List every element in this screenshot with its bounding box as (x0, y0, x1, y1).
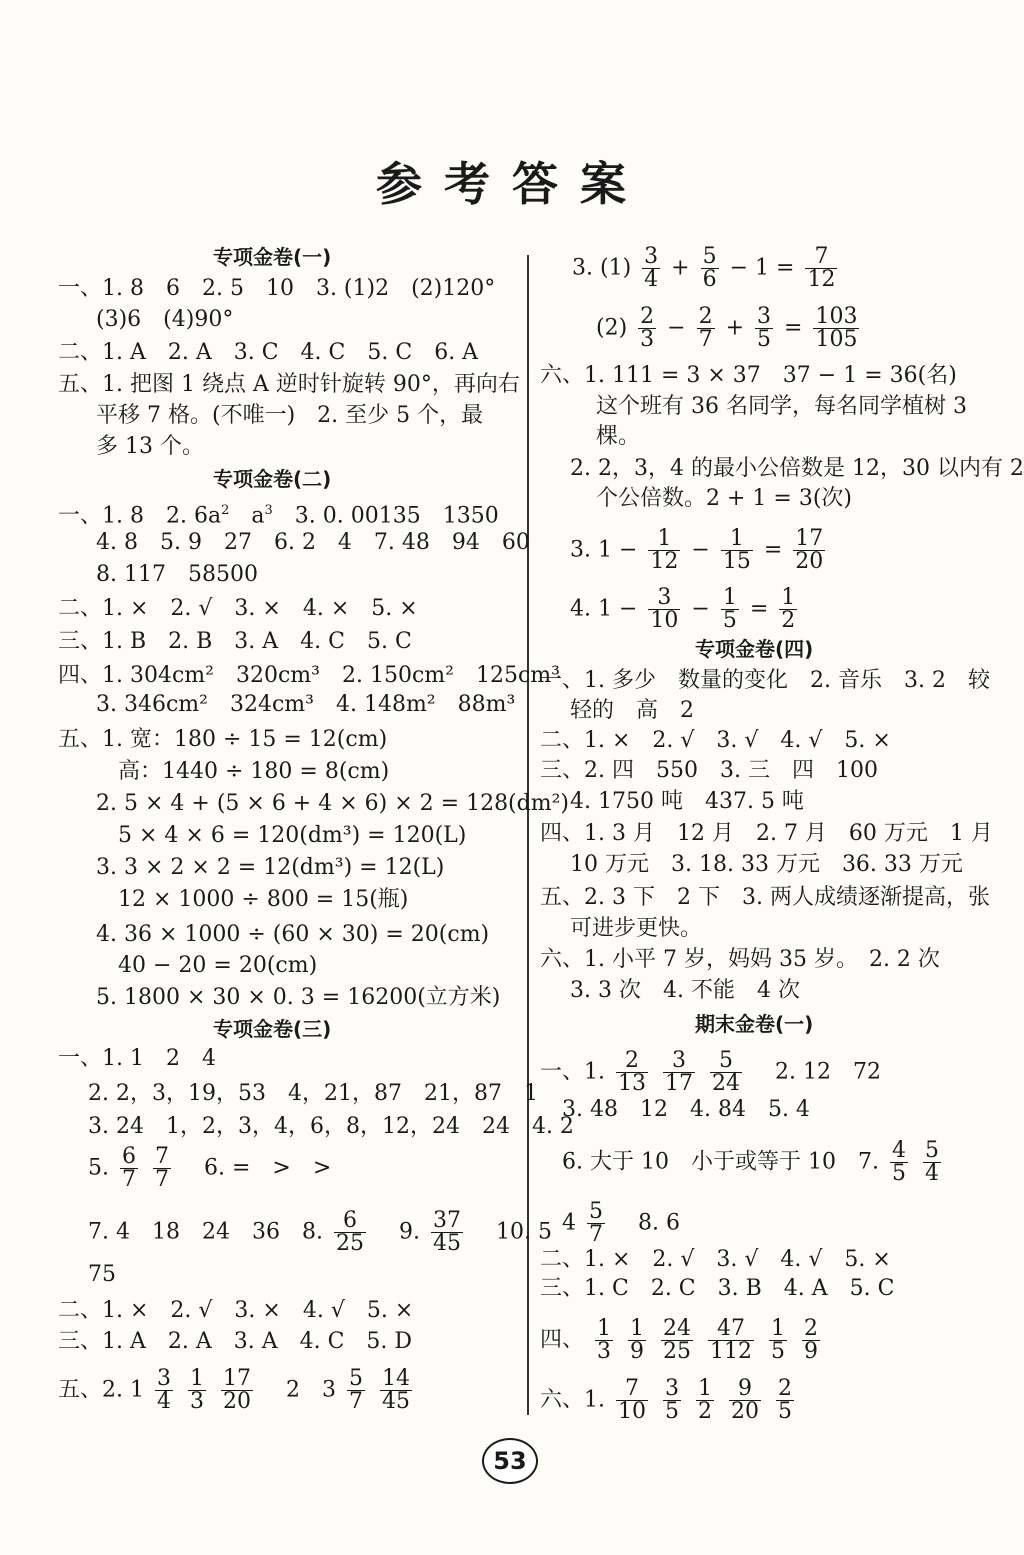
fraction (616, 1378, 648, 1423)
denominator: 25 (663, 1339, 692, 1364)
numerator: 17 (222, 1366, 251, 1391)
fraction (616, 1050, 648, 1095)
text: 2 (221, 503, 230, 518)
fraction (721, 528, 753, 573)
fraction (347, 1368, 365, 1413)
denominator: 5 (722, 608, 737, 633)
denominator: 4 (156, 1389, 171, 1414)
fraction (769, 1318, 787, 1363)
denominator: 45 (381, 1389, 410, 1414)
text: 6. 大于 10 小于或等于 10 7. (562, 1149, 879, 1175)
answer-line (540, 1318, 824, 1363)
numerator: 2 (698, 304, 713, 329)
answer-line: 2. 5 × 4 + (5 × 6 + 4 × 6) × 2 = 128(dm²) (96, 791, 569, 816)
numerator: 5 (348, 1366, 363, 1391)
answer-line: 五、1. 把图 1 绕点 A 逆时针旋转 90°，再向右 (58, 372, 520, 397)
text: 8. 6 (616, 1210, 680, 1236)
answer-line: 3. 3 次 4. 不能 4 次 (570, 978, 800, 1003)
text: 6. = > > (182, 1155, 332, 1181)
denominator: 24 (712, 1071, 740, 1096)
answer-line: 可进步更快。 (570, 916, 703, 941)
page-number-badge (470, 1438, 550, 1484)
numerator: 1 (597, 1316, 612, 1341)
answer-line: 个公倍数。2 + 1 = 3(次) (596, 486, 852, 511)
denominator: 3 (189, 1389, 204, 1414)
answer-line: 5 × 4 × 6 = 120(dm³) = 120(L) (118, 823, 467, 848)
answer-line (88, 1146, 331, 1191)
answer-line: 平移 7 格。(不唯一) 2. 至少 5 个，最 (96, 403, 484, 428)
numerator: 103 (815, 304, 858, 329)
fraction (648, 587, 680, 632)
numerator: 37 (432, 1208, 461, 1233)
fraction (334, 1210, 366, 1255)
answer-line: 4. 1750 吨 437. 5 吨 (570, 789, 804, 814)
fraction (648, 528, 680, 573)
section-heading: 专项金卷(三) (213, 1017, 332, 1041)
answer-line: 10 万元 3. 18. 33 万元 36. 33 万元 (570, 852, 963, 877)
answer-line: 三、1. C 2. C 3. B 4. A 5. C (540, 1276, 895, 1301)
denominator: 2 (698, 1399, 712, 1424)
answer-line: 三、1. A 2. A 3. A 4. C 5. D (58, 1329, 413, 1354)
answer-line: 5. 1800 × 30 × 0. 3 = 16200(立方米) (96, 985, 501, 1010)
answer-line: 三、2. 四 550 3. 三 四 100 (540, 758, 878, 783)
fraction (221, 1368, 253, 1413)
text: 10. 5 (473, 1219, 552, 1245)
denominator: 5 (771, 1339, 786, 1364)
section-heading: 专项金卷(四) (695, 637, 814, 661)
fraction (661, 1318, 693, 1363)
fraction (696, 1378, 714, 1423)
denominator: 13 (618, 1071, 646, 1096)
numerator: 5 (719, 1048, 733, 1073)
numerator: 4 (891, 1138, 906, 1163)
fraction (380, 1368, 412, 1413)
text: 六、1. (540, 1387, 605, 1413)
numerator: 5 (589, 1199, 603, 1224)
fraction (642, 246, 660, 291)
fraction (890, 1140, 908, 1185)
answer-line: 四、1. 3 月 12 月 2. 7 月 60 万元 1 月 (540, 821, 993, 846)
numerator: 14 (381, 1366, 410, 1391)
numerator: 1 (722, 585, 737, 610)
answer-line: 六、1. 111 = 3 × 37 37 − 1 = 36(名) (540, 363, 957, 388)
numerator: 1 (630, 1316, 645, 1341)
fraction (805, 246, 837, 291)
answer-line: 四、1. 304cm² 320cm³ 2. 150cm² 125cm³ (58, 663, 560, 688)
answer-line (88, 1210, 552, 1255)
fraction (663, 1378, 681, 1423)
answer-line: 4. 36 × 1000 ÷ (60 × 30) = 20(cm) (96, 922, 490, 947)
text: − 1 = (729, 255, 795, 281)
denominator: 20 (795, 549, 824, 574)
section-heading: 专项金卷(二) (213, 467, 332, 491)
fraction (923, 1140, 941, 1185)
answer-line: 棵。 (596, 424, 641, 449)
text: (2) (596, 315, 628, 341)
fraction (701, 246, 719, 291)
fraction (587, 1201, 605, 1246)
numerator: 2 (640, 304, 655, 329)
answer-line: 75 (88, 1262, 116, 1287)
text: 3. 1 − (570, 537, 638, 563)
denominator: 3 (597, 1339, 612, 1364)
page-title: 参考答案 (376, 157, 648, 211)
text: − (691, 537, 710, 563)
answer-line (570, 528, 829, 573)
numerator: 47 (717, 1316, 746, 1341)
text: 一、1. (540, 1059, 605, 1085)
answer-line (540, 1050, 881, 1095)
text: 五、2. 1 (58, 1377, 144, 1403)
answer-line: 二、1. × 2. √ 3. × 4. √ 5. × (58, 1298, 414, 1323)
denominator: 17 (665, 1071, 693, 1096)
text: + (671, 255, 690, 281)
fraction (721, 587, 739, 632)
fraction (708, 1318, 754, 1363)
numerator: 2 (804, 1316, 819, 1341)
numerator: 7 (814, 244, 829, 269)
denominator: 9 (630, 1339, 645, 1364)
fraction (153, 1146, 171, 1191)
denominator: 9 (804, 1339, 819, 1364)
denominator: 10 (650, 608, 679, 633)
numerator: 6 (122, 1144, 136, 1169)
numerator: 6 (342, 1208, 357, 1233)
denominator: 105 (815, 327, 858, 352)
numerator: 5 (702, 244, 717, 269)
fraction (802, 1318, 820, 1363)
numerator: 1 (781, 585, 796, 610)
fraction (595, 1318, 613, 1363)
text: = (784, 315, 803, 341)
denominator: 10 (618, 1399, 646, 1424)
numerator: 3 (657, 585, 672, 610)
denominator: 7 (698, 327, 713, 352)
fraction (776, 1378, 794, 1423)
numerator: 3 (644, 244, 659, 269)
answer-line: 二、1. × 2. √ 3. × 4. × 5. × (58, 596, 418, 621)
denominator: 45 (432, 1231, 461, 1256)
answer-line: 一、1. 8 6 2. 5 10 3. (1)2 (2)120° (58, 276, 496, 301)
text: + (725, 315, 745, 341)
denominator: 20 (731, 1399, 759, 1424)
numerator: 3 (156, 1366, 171, 1391)
answer-line: 4. 8 5. 9 27 6. 2 4 7. 48 94 60 (96, 530, 530, 555)
text: 3 (264, 503, 273, 518)
denominator: 112 (710, 1339, 753, 1364)
answer-line: 六、1. 小平 7 岁，妈妈 35 岁。 2. 2 次 (540, 947, 940, 972)
denominator: 5 (891, 1161, 906, 1186)
numerator: 7 (625, 1376, 639, 1401)
text: 2. 12 72 (753, 1059, 881, 1085)
fraction (431, 1210, 463, 1255)
numerator: 1 (657, 526, 672, 551)
denominator: 7 (348, 1389, 363, 1414)
fraction (120, 1146, 138, 1191)
fraction (638, 306, 656, 351)
section-heading: 专项金卷(一) (213, 245, 332, 269)
text: a (229, 503, 265, 529)
section-heading: 期末金卷(一) (695, 1012, 814, 1036)
answer-line: 12 × 1000 ÷ 800 = 15(瓶) (118, 887, 409, 912)
text: = (763, 537, 783, 563)
denominator: 7 (589, 1222, 603, 1247)
answer-line: 3. 346cm² 324cm³ 4. 148m² 88m³ (96, 692, 516, 717)
text: 4. 1 − (570, 596, 638, 622)
answer-line (58, 1368, 416, 1413)
answer-line: 轻的 高 2 (570, 698, 694, 723)
fraction (793, 528, 825, 573)
answer-line (596, 306, 863, 351)
numerator: 2 (778, 1376, 792, 1401)
answer-line: 2. 2，3，19，53 4，21，87 21，87 1 (88, 1081, 538, 1106)
fraction (628, 1318, 646, 1363)
numerator: 1 (729, 526, 744, 551)
fraction (729, 1378, 761, 1423)
denominator: 25 (335, 1231, 364, 1256)
answer-line: 2. 2，3，4 的最小公倍数是 12，30 以内有 2 (570, 456, 1024, 481)
fraction (755, 306, 773, 351)
numerator: 3 (757, 304, 772, 329)
text: 9. (376, 1219, 420, 1245)
answer-line: (3)6 (4)90° (96, 307, 234, 332)
denominator: 4 (644, 267, 659, 292)
answer-line: 40 − 20 = 20(cm) (118, 953, 318, 978)
text: 5. (88, 1155, 109, 1181)
denominator: 7 (155, 1167, 169, 1192)
text: 四、 (540, 1327, 585, 1353)
answer-line (562, 1140, 945, 1185)
denominator: 7 (122, 1167, 136, 1192)
fraction (697, 306, 715, 351)
answer-line: 高：1440 ÷ 180 = 8(cm) (118, 759, 390, 784)
fraction (155, 1368, 173, 1413)
answer-line (570, 587, 801, 632)
answer-line (572, 246, 841, 291)
answer-line: 8. 117 58500 (96, 562, 258, 587)
denominator: 15 (722, 549, 751, 574)
text: 3. 0. 00135 1350 (272, 503, 499, 529)
text: 4 (562, 1210, 576, 1236)
answer-line: 3. 24 1，2，3，4，6，8，12，24 24 4. 2 (88, 1114, 574, 1139)
numerator: 24 (663, 1316, 692, 1341)
answer-line: 二、1. × 2. √ 3. √ 4. √ 5. × (540, 1247, 891, 1272)
numerator: 3 (672, 1048, 686, 1073)
text: = (749, 596, 769, 622)
answer-line: 五、2. 3 下 2 下 3. 两人成绩逐渐提高，张 (540, 885, 990, 910)
text: 3. (1) (572, 255, 632, 281)
denominator: 5 (665, 1399, 679, 1424)
fraction (779, 587, 797, 632)
denominator: 12 (650, 549, 679, 574)
numerator: 3 (665, 1376, 679, 1401)
denominator: 5 (757, 327, 772, 352)
numerator: 1 (698, 1376, 712, 1401)
text: 一、1. 8 2. 6a (58, 503, 222, 529)
answer-line: 3. 3 × 2 × 2 = 12(dm³) = 12(L) (96, 855, 445, 880)
numerator: 5 (924, 1138, 939, 1163)
answer-line: 这个班有 36 名同学，每名同学植树 3 (596, 394, 967, 419)
answer-line: 二、1. A 2. A 3. C 4. C 5. C 6. A (58, 340, 479, 365)
text: − (667, 315, 686, 341)
numerator: 1 (189, 1366, 204, 1391)
answer-line (540, 1378, 798, 1423)
numerator: 17 (795, 526, 824, 551)
fraction (663, 1050, 695, 1095)
denominator: 6 (702, 267, 717, 292)
answer-line (58, 498, 499, 529)
text: 7. 4 18 24 36 8. (88, 1219, 323, 1245)
answer-line: 三、1. B 2. B 3. A 4. C 5. C (58, 629, 412, 654)
page-number: 53 (482, 1438, 538, 1484)
answer-line (562, 1201, 680, 1246)
denominator: 3 (640, 327, 655, 352)
denominator: 5 (778, 1399, 792, 1424)
text: − (691, 596, 710, 622)
denominator: 2 (781, 608, 796, 633)
fraction (813, 306, 859, 351)
numerator: 1 (771, 1316, 786, 1341)
text: 2 3 (263, 1377, 336, 1403)
answer-line: 五、1. 宽：180 ÷ 15 = 12(cm) (58, 727, 388, 752)
answer-line: 一、1. 多少 数量的变化 2. 音乐 3. 2 较 (540, 668, 990, 693)
answer-line: 二、1. × 2. √ 3. √ 4. √ 5. × (540, 728, 891, 753)
fraction (188, 1368, 206, 1413)
fraction (710, 1050, 742, 1095)
numerator: 2 (625, 1048, 639, 1073)
denominator: 4 (924, 1161, 939, 1186)
answer-line: 一、1. 1 2 4 (58, 1046, 216, 1071)
numerator: 9 (738, 1376, 752, 1401)
answer-line: 3. 48 12 4. 84 5. 4 (562, 1097, 810, 1122)
numerator: 7 (155, 1144, 169, 1169)
denominator: 12 (807, 267, 836, 292)
answer-line: 多 13 个。 (96, 434, 204, 459)
denominator: 20 (222, 1389, 251, 1414)
